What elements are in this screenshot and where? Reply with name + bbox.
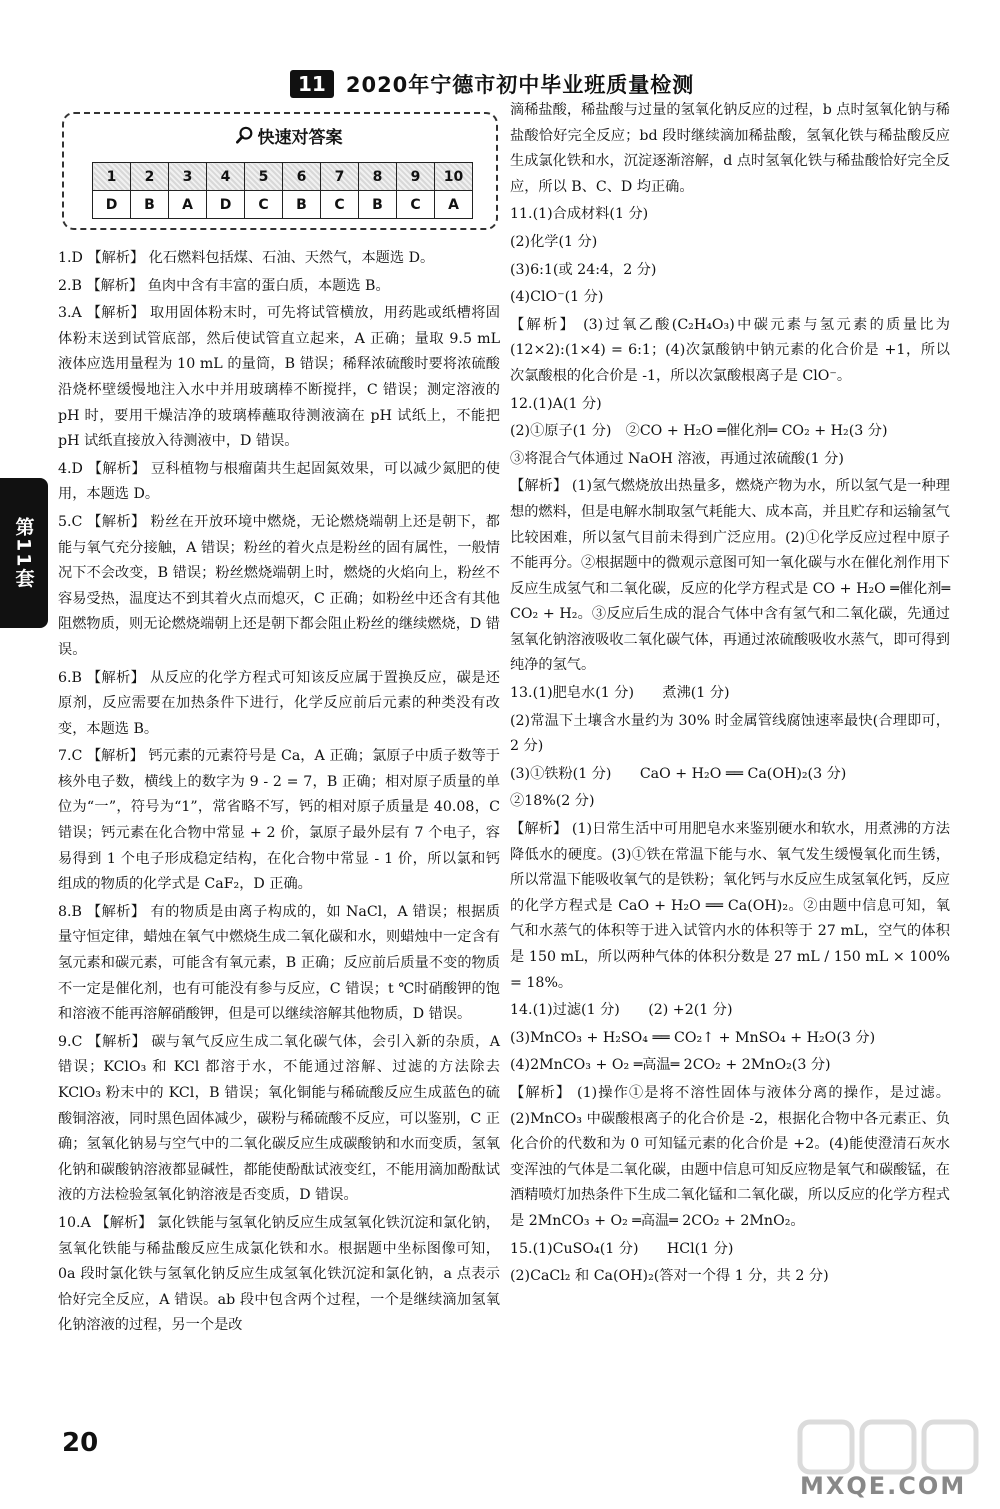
answer-paragraph: 5.C 【解析】 粉丝在开放环境中燃烧，无论燃烧端朝上还是朝下，都能与氧气充分接触，A 错误；粉丝的着火点是粉丝的固有属性，一般情况下不会改变，B 错误；粉丝燃烧端朝上时，燃烧的火焰向上，粉丝不容易受热，温度达不到其着火点而熄灭，C 正确；如粉丝中还含有其他阻燃物质，则无论燃烧端朝上还是朝下都会阻止粉丝的继续燃烧，D 错误。 [58, 513, 500, 658]
answer-letter: D [93, 191, 131, 219]
answer-paragraph: 滴稀盐酸，稀盐酸与过量的氢氧化钠反应的过程，b 点时氢氧化钠与稀盐酸恰好完全反应；bd 段时继续滴加稀盐酸，氢氧化铁与稀盐酸反应生成氯化铁和水，沉淀逐渐溶解，d 点时氢氧化铁与稀盐酸恰好完全反应，所以 B、C、D 均正确。 [510, 102, 950, 195]
answer-paragraph: (4)2MnCO₃ + O₂ ═高温═ 2CO₂ + 2MnO₂(3 分) [510, 1057, 831, 1074]
quick-answer-heading [214, 122, 364, 148]
answer-paragraph: (3)①铁粉(1 分) CaO + H₂O ══ Ca(OH)₂(3 分) [510, 765, 847, 782]
answer-letter: C [397, 191, 435, 219]
answer-paragraph: 8.B 【解析】 有的物质是由离子构成的，如 NaCl，A 错误；根据质量守恒定律，蜡烛在氧气中燃烧生成二氧化碳和水，则蜡烛中一定含有氢元素和碳元素，可能含有氧元素，B 正确；反应前后质量不变的物质不一定是催化剂，也有可能没有参与反应，C 错误；t ℃时硝酸钾的饱和溶液不能再溶解硝酸钾，但是可以继续溶解其他物质，D 错误。 [58, 903, 500, 1023]
answer-paragraph: 6.B 【解析】 从反应的化学方程式可知该反应属于置换反应，碳是还原剂，反应需要在加热条件下进行，化学反应前后元素的种类没有改变，本题选 B。 [58, 669, 500, 737]
answer-paragraph: 9.C 【解析】 碳与氧气反应生成二氧化碳气体，会引入新的杂质，A 错误；KClO₃ 和 KCl 都溶于水，不能通过溶解、过滤的方法除去 KClO₃ 粉末中的 KCl，B 错误；氧化铜能与稀硫酸反应生成蓝色的硫酸铜溶液，同时黑色固体减少，碳粉与稀硫酸不反应，可以鉴别，C 正确；氢氧化钠易与空气中的二氧化碳反应生成碳酸钠和水而变质，氢氧化钠和碳酸钠溶液都显碱性，都能使酚酞试液变红，不能用滴加酚酞试液的方法检验氢氧化钠溶液是否变质，D 错误。 [58, 1033, 500, 1204]
answer-paragraph: 12.(1)A(1 分) [510, 395, 602, 412]
answer-paragraph: 1.D 【解析】 化石燃料包括煤、石油、天然气，本题选 D。 [58, 250, 435, 266]
answer-paragraph: ③将混合气体通过 NaOH 溶液，再通过浓硫酸(1 分) [510, 450, 844, 467]
answer-paragraph: (2)化学(1 分) [510, 233, 598, 250]
answer-paragraph: ②18%(2 分) [510, 793, 595, 810]
answer-paragraph: (3)MnCO₃ + H₂SO₄ ══ CO₂↑ + MnSO₄ + H₂O(3 分) [510, 1029, 876, 1046]
answer-number: 4 [207, 163, 245, 191]
answer-paragraph: (2)①原子(1 分) ②CO + H₂O ═催化剂═ CO₂ + H₂(3 分) [510, 423, 888, 440]
answer-letter-row [93, 191, 473, 219]
answer-letter: D [207, 191, 245, 219]
right-column [510, 98, 950, 1290]
answer-number: 3 [169, 163, 207, 191]
answer-number: 1 [93, 163, 131, 191]
answer-letter: C [321, 191, 359, 219]
quick-answer-box [62, 112, 498, 230]
answer-number: 6 [283, 163, 321, 191]
page-title: 2020年宁德市初中毕业班质量检测 [345, 73, 695, 97]
answer-paragraph: (2)常温下土壤含水量约为 30% 时金属管线腐蚀速率最快(合理即可，2 分) [510, 712, 950, 755]
quick-answer-heading-text: 快速对答案 [257, 127, 343, 148]
answer-paragraph: 【解析】 (1)氢气燃烧放出热量多，燃烧产物为水，所以氢气是一种理想的燃料，但是电解水制取氢气耗能大、成本高，并且贮存和运输氢气比较困难，所以氢气目前未得到广泛应用。(2)①化学反应过程中原子不能再分。②根据题中的微观示意图可知一氧化碳与水在催化剂作用下反应生成氢气和二氧化碳，反应的化学方程式是 CO + H₂O ═催化剂═ CO₂ + H₂。③反应后生成的混合气体中含有氢气和二氧化碳，先通过氢氧化钠溶液吸收二氧化碳气体，再通过浓硫酸吸收水蒸气，即可得到纯净的氢气。 [510, 478, 950, 674]
answer-number: 8 [359, 163, 397, 191]
answer-paragraph: 3.A 【解析】 取用固体粉末时，可先将试管横放，用药匙或纸槽将固体粉末送到试管底部，然后使试管直立起来，A 正确；量取 9.5 mL 液体应选用量程为 10 mL 的量筒，B 错误；稀释浓硫酸时要将浓硫酸沿烧杯壁缓慢地注入水中并用玻璃棒不断搅拌，C 错误；测定溶液的 pH 时，要用干燥洁净的玻璃棒蘸取待测液滴在 pH 试纸上，不能把 pH 试纸直接放入待测液中，D 错误。 [58, 305, 500, 450]
answer-letter: C [245, 191, 283, 219]
answer-paragraph: (2)CaCl₂ 和 Ca(OH)₂(答对一个得 1 分，共 2 分) [510, 1268, 829, 1285]
answer-letter: A [435, 191, 473, 219]
answer-number-row [93, 163, 473, 191]
answer-letter: A [169, 191, 207, 219]
answer-paragraph: 4.D 【解析】 豆科植物与根瘤菌共生起固氮效果，可以减少氮肥的使用，本题选 D。 [58, 460, 500, 503]
answer-number: 7 [321, 163, 359, 191]
watermark-text: MXQE.COM [800, 1472, 967, 1500]
answer-letter: B [359, 191, 397, 219]
answer-paragraph: 13.(1)肥皂水(1 分) 煮沸(1 分) [510, 685, 730, 702]
answer-paragraph: 10.A 【解析】 氯化铁能与氢氧化钠反应生成氢氧化铁沉淀和氯化钠，氢氧化铁能与稀盐酸反应生成氯化铁和水。根据题中坐标图像可知，0a 段时氯化铁与氢氧化钠反应生成氢氧化铁沉淀和氯化钠，a 点表示恰好完全反应，A 错误。ab 段中包含两个过程，一个是继续滴加氢氧化钠溶液的过程，另一个是改 [58, 1214, 500, 1334]
answer-number: 10 [435, 163, 473, 191]
answer-letter: B [131, 191, 169, 219]
answer-paragraph: 15.(1)CuSO₄(1 分) HCl(1 分) [510, 1240, 734, 1257]
answer-paragraph: (3)6:1(或 24:4，2 分) [510, 261, 657, 278]
answer-paragraph: 7.C 【解析】 钙元素的元素符号是 Ca，A 正确；氯原子中质子数等于核外电子数，横线上的数字为 9 - 2 = 7，B 正确；相对原子质量的单位为“一”，符号为“1”，常省略不写，钙的相对原子质量是 40.08，C 错误；钙元素在化合物中常显 + 2 价，氯原子最外层有 7 个电子，容易得到 1 个电子形成稳定结构，在化合物中常显 - 1 价，所以氯和钙组成的物质的化学式是 CaF₂，D 正确。 [58, 748, 500, 893]
magnifier-icon [236, 126, 254, 144]
answer-paragraph: 11.(1)合成材料(1 分) [510, 206, 649, 223]
answer-paragraph: (4)ClO⁻(1 分) [510, 289, 604, 306]
answer-paragraph: 【解析】 (3)过氧乙酸(C₂H₄O₃)中碳元素与氢元素的质量比为(12×2):(1×4) = 6:1；(4)次氯酸钠中钠元素的化合价是 +1，所以次氯酸根的化合价是 -1，所以次氯酸根离子是 ClO⁻。 [510, 316, 950, 384]
page-number: 20 [62, 1428, 99, 1458]
answer-paragraph: 14.(1)过滤(1 分) (2) +2(1 分) [510, 1002, 733, 1019]
answer-paragraph: 【解析】 (1)日常生活中可用肥皂水来鉴别硬水和软水，用煮沸的方法降低水的硬度。(3)①铁在常温下能与水、氧气发生缓慢氧化而生锈，所以常温下能吸收氧气的是铁粉；氧化钙与水反应生成氢氧化钙，反应的化学方程式是 CaO + H₂O ══ Ca(OH)₂。②由题中信息可知，氧气和水蒸气的体积等于进入试管内水的体积等于 27 mL，空气的体积是 150 mL，所以两种气体的体积分数是 27 mL / 150 mL × 100% = 18%。 [510, 821, 950, 991]
answer-paragraph: 2.B 【解析】 鱼肉中含有丰富的蛋白质，本题选 B。 [58, 277, 390, 294]
quick-answer-table [92, 162, 473, 219]
answer-paragraph: 【解析】 (1)操作①是将不溶性固体与液体分离的操作，是过滤。(2)MnCO₃ 中碳酸根离子的化合价是 -2，根据化合物中各元素正、负化合价的代数和为 0 可知锰元素的化合价是 +2。(4)能使澄清石灰水变浑浊的气体是二氧化碳，由题中信息可知反应物是氧气和碳酸锰，在酒精喷灯加热条件下生成二氧化锰和二氧化碳，所以反应的化学方程式是 2MnCO₃ + O₂ ═高温═ 2CO₂ + 2MnO₂。 [510, 1084, 950, 1229]
answer-number: 5 [245, 163, 283, 191]
answer-letter: B [283, 191, 321, 219]
side-tab: 第11套 [0, 478, 48, 628]
left-column [58, 246, 500, 1339]
answer-number: 2 [131, 163, 169, 191]
set-number-badge: 11 [290, 70, 334, 98]
answer-number: 9 [397, 163, 435, 191]
